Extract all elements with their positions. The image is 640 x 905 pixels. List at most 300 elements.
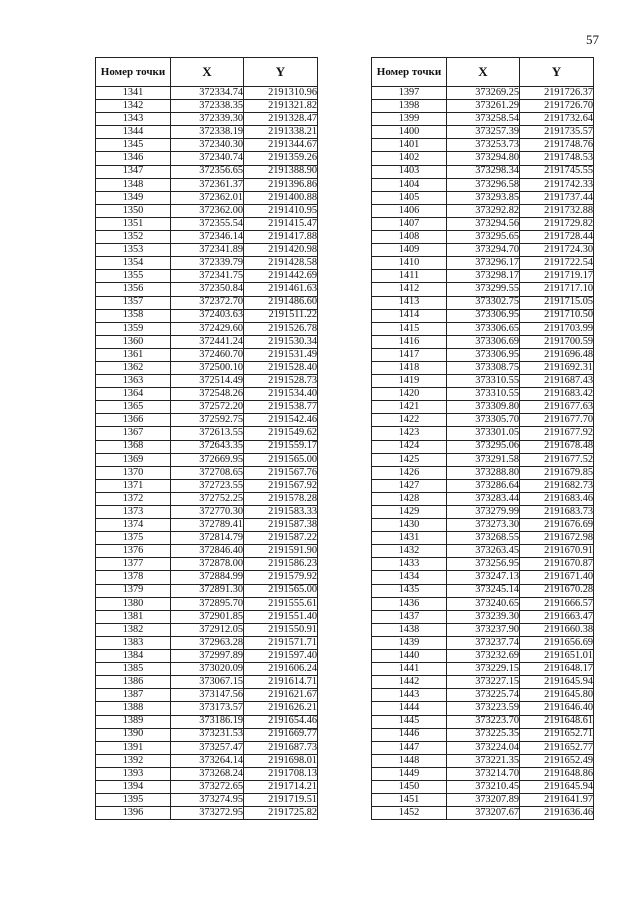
table-row <box>96 217 318 230</box>
x-coordinate-cell: 373274.95 <box>171 794 244 807</box>
y-coordinate-cell: 2191677.52 <box>520 453 594 466</box>
x-coordinate-cell: 372752.25 <box>171 492 244 505</box>
y-coordinate-cell: 2191677.63 <box>520 401 594 414</box>
y-coordinate-cell: 2191683.42 <box>520 388 594 401</box>
x-coordinate-cell: 373296.58 <box>447 178 520 191</box>
point-number-cell: 1347 <box>96 165 171 178</box>
y-coordinate-cell: 2191396.86 <box>244 178 318 191</box>
x-coordinate-cell: 372441.24 <box>171 335 244 348</box>
table-row <box>96 519 318 532</box>
point-number-header: Номер точки <box>96 58 171 87</box>
y-coordinate-cell: 2191626.21 <box>244 702 318 715</box>
point-number-cell: 1342 <box>96 100 171 113</box>
y-coordinate-cell: 2191559.17 <box>244 440 318 453</box>
x-coordinate-cell: 373245.14 <box>447 584 520 597</box>
y-coordinate-cell: 2191328.47 <box>244 113 318 126</box>
point-number-cell: 1355 <box>96 270 171 283</box>
y-coordinate-cell: 2191400.88 <box>244 191 318 204</box>
point-number-cell: 1419 <box>372 375 447 388</box>
table-row <box>96 401 318 414</box>
point-number-cell: 1356 <box>96 283 171 296</box>
x-coordinate-cell: 372789.41 <box>171 519 244 532</box>
point-number-cell: 1390 <box>96 728 171 741</box>
point-number-cell: 1403 <box>372 165 447 178</box>
table-row <box>96 636 318 649</box>
table-row <box>96 152 318 165</box>
table-row <box>96 741 318 754</box>
point-number-cell: 1391 <box>96 741 171 754</box>
y-coordinate-cell: 2191687.73 <box>244 741 318 754</box>
point-number-cell: 1367 <box>96 427 171 440</box>
table-row <box>96 309 318 322</box>
point-number-cell: 1428 <box>372 492 447 505</box>
y-coordinate-cell: 2191748.76 <box>520 139 594 152</box>
point-number-header: Номер точки <box>372 58 447 87</box>
table-row <box>96 558 318 571</box>
table-row <box>372 204 594 217</box>
point-number-cell: 1446 <box>372 728 447 741</box>
table-row <box>372 492 594 505</box>
y-coordinate-cell: 2191652.49 <box>520 754 594 767</box>
table-row <box>372 676 594 689</box>
table-row <box>96 453 318 466</box>
point-number-cell: 1385 <box>96 663 171 676</box>
point-number-cell: 1443 <box>372 689 447 702</box>
y-coordinate-cell: 2191614.71 <box>244 676 318 689</box>
y-coordinate-cell: 2191583.33 <box>244 506 318 519</box>
table-row <box>96 348 318 361</box>
table-row <box>96 100 318 113</box>
x-coordinate-cell: 373308.75 <box>447 361 520 374</box>
x-coordinate-cell: 373294.56 <box>447 217 520 230</box>
y-coordinate-cell: 2191651.01 <box>520 650 594 663</box>
y-coordinate-cell: 2191578.28 <box>244 492 318 505</box>
y-coordinate-cell: 2191321.82 <box>244 100 318 113</box>
table-row <box>372 479 594 492</box>
table-row <box>372 87 594 100</box>
y-coordinate-cell: 2191726.37 <box>520 87 594 100</box>
point-number-cell: 1433 <box>372 558 447 571</box>
table-row <box>372 113 594 126</box>
table-row <box>96 610 318 623</box>
point-number-cell: 1441 <box>372 663 447 676</box>
y-coordinate-cell: 2191725.82 <box>244 807 318 820</box>
x-coordinate-cell: 372669.95 <box>171 453 244 466</box>
point-number-cell: 1341 <box>96 87 171 100</box>
point-number-cell: 1429 <box>372 506 447 519</box>
y-coordinate-cell: 2191683.46 <box>520 492 594 505</box>
x-coordinate-cell: 373067.15 <box>171 676 244 689</box>
table-row <box>96 388 318 401</box>
table-row <box>96 728 318 741</box>
y-coordinate-cell: 2191656.69 <box>520 636 594 649</box>
table-row <box>96 191 318 204</box>
x-coordinate-cell: 372362.01 <box>171 191 244 204</box>
x-coordinate-cell: 372912.05 <box>171 623 244 636</box>
y-coordinate-cell: 2191579.92 <box>244 571 318 584</box>
point-number-cell: 1437 <box>372 610 447 623</box>
x-header: X <box>171 58 244 87</box>
point-number-cell: 1349 <box>96 191 171 204</box>
point-number-cell: 1381 <box>96 610 171 623</box>
table-row <box>372 231 594 244</box>
point-number-cell: 1425 <box>372 453 447 466</box>
y-coordinate-cell: 2191415.47 <box>244 217 318 230</box>
point-number-cell: 1408 <box>372 231 447 244</box>
table-row <box>96 794 318 807</box>
x-coordinate-cell: 373247.13 <box>447 571 520 584</box>
table-row <box>372 414 594 427</box>
y-coordinate-cell: 2191710.50 <box>520 309 594 322</box>
table-row <box>372 584 594 597</box>
x-coordinate-cell: 373286.64 <box>447 479 520 492</box>
x-coordinate-cell: 373295.65 <box>447 231 520 244</box>
y-coordinate-cell: 2191652.71 <box>520 728 594 741</box>
x-coordinate-cell: 373147.56 <box>171 689 244 702</box>
y-coordinate-cell: 2191646.40 <box>520 702 594 715</box>
x-coordinate-cell: 372901.85 <box>171 610 244 623</box>
point-number-cell: 1394 <box>96 780 171 793</box>
y-coordinate-cell: 2191700.59 <box>520 335 594 348</box>
point-number-cell: 1361 <box>96 348 171 361</box>
x-coordinate-cell: 373257.47 <box>171 741 244 754</box>
table-row <box>96 506 318 519</box>
table-row <box>372 309 594 322</box>
x-coordinate-cell: 372403.63 <box>171 309 244 322</box>
table-row <box>96 780 318 793</box>
x-coordinate-cell: 373306.95 <box>447 309 520 322</box>
table-row <box>372 100 594 113</box>
table-row <box>372 244 594 257</box>
point-number-cell: 1382 <box>96 623 171 636</box>
x-coordinate-cell: 373223.59 <box>447 702 520 715</box>
table-row <box>96 623 318 636</box>
x-coordinate-cell: 373294.80 <box>447 152 520 165</box>
point-number-cell: 1404 <box>372 178 447 191</box>
table-row <box>372 689 594 702</box>
x-coordinate-cell: 373272.65 <box>171 780 244 793</box>
y-coordinate-cell: 2191648.86 <box>520 767 594 780</box>
y-coordinate-cell: 2191666.57 <box>520 597 594 610</box>
x-coordinate-cell: 373279.99 <box>447 506 520 519</box>
table-row <box>96 296 318 309</box>
y-coordinate-cell: 2191648.61 <box>520 715 594 728</box>
table-row <box>372 152 594 165</box>
table-row <box>96 257 318 270</box>
table-row <box>372 453 594 466</box>
y-coordinate-cell: 2191722.54 <box>520 257 594 270</box>
table-row <box>372 283 594 296</box>
y-coordinate-cell: 2191606.24 <box>244 663 318 676</box>
x-coordinate-cell: 372356.65 <box>171 165 244 178</box>
table-row <box>96 244 318 257</box>
point-number-cell: 1375 <box>96 532 171 545</box>
x-coordinate-cell: 372572.20 <box>171 401 244 414</box>
x-coordinate-cell: 373263.45 <box>447 545 520 558</box>
table-row <box>372 636 594 649</box>
table-row <box>96 807 318 820</box>
point-number-cell: 1372 <box>96 492 171 505</box>
y-coordinate-cell: 2191692.31 <box>520 361 594 374</box>
point-number-cell: 1452 <box>372 807 447 820</box>
table-row <box>372 545 594 558</box>
table-row <box>96 571 318 584</box>
x-coordinate-cell: 372334.74 <box>171 87 244 100</box>
y-coordinate-cell: 2191728.44 <box>520 231 594 244</box>
table-row <box>96 676 318 689</box>
y-coordinate-cell: 2191587.38 <box>244 519 318 532</box>
y-coordinate-cell: 2191735.57 <box>520 126 594 139</box>
point-number-cell: 1420 <box>372 388 447 401</box>
x-coordinate-cell: 372362.00 <box>171 204 244 217</box>
table-row <box>96 427 318 440</box>
x-coordinate-cell: 373310.55 <box>447 375 520 388</box>
x-coordinate-cell: 372338.35 <box>171 100 244 113</box>
x-coordinate-cell: 372346.14 <box>171 231 244 244</box>
point-number-cell: 1418 <box>372 361 447 374</box>
table-row <box>96 479 318 492</box>
table-row <box>96 204 318 217</box>
table-row <box>372 794 594 807</box>
table-row <box>96 702 318 715</box>
y-coordinate-cell: 2191683.73 <box>520 506 594 519</box>
table-row <box>96 754 318 767</box>
point-number-cell: 1377 <box>96 558 171 571</box>
y-coordinate-cell: 2191742.33 <box>520 178 594 191</box>
table-row <box>372 780 594 793</box>
y-coordinate-cell: 2191696.48 <box>520 348 594 361</box>
x-coordinate-cell: 372339.79 <box>171 257 244 270</box>
table-row <box>372 270 594 283</box>
y-coordinate-cell: 2191486.60 <box>244 296 318 309</box>
y-coordinate-cell: 2191678.48 <box>520 440 594 453</box>
point-number-cell: 1353 <box>96 244 171 257</box>
point-number-cell: 1449 <box>372 767 447 780</box>
y-coordinate-cell: 2191714.21 <box>244 780 318 793</box>
x-coordinate-cell: 372997.89 <box>171 650 244 663</box>
point-number-cell: 1380 <box>96 597 171 610</box>
x-coordinate-cell: 373264.14 <box>171 754 244 767</box>
point-number-cell: 1368 <box>96 440 171 453</box>
point-number-cell: 1395 <box>96 794 171 807</box>
table-row <box>372 375 594 388</box>
x-coordinate-cell: 373301.05 <box>447 427 520 440</box>
table-row <box>96 231 318 244</box>
point-number-cell: 1421 <box>372 401 447 414</box>
table-row <box>372 296 594 309</box>
y-coordinate-cell: 2191719.17 <box>520 270 594 283</box>
y-coordinate-cell: 2191542.46 <box>244 414 318 427</box>
x-coordinate-cell: 373310.55 <box>447 388 520 401</box>
point-number-cell: 1434 <box>372 571 447 584</box>
table-row <box>372 610 594 623</box>
x-coordinate-cell: 373240.65 <box>447 597 520 610</box>
point-number-cell: 1426 <box>372 466 447 479</box>
table-row <box>96 87 318 100</box>
x-coordinate-cell: 373210.45 <box>447 780 520 793</box>
y-coordinate-cell: 2191528.40 <box>244 361 318 374</box>
table-row <box>96 414 318 427</box>
table-row <box>372 532 594 545</box>
y-coordinate-cell: 2191645.94 <box>520 780 594 793</box>
y-coordinate-cell: 2191732.64 <box>520 113 594 126</box>
table-row <box>372 178 594 191</box>
x-coordinate-cell: 373302.75 <box>447 296 520 309</box>
table-row <box>372 348 594 361</box>
y-coordinate-cell: 2191729.82 <box>520 217 594 230</box>
x-coordinate-cell: 372341.89 <box>171 244 244 257</box>
point-number-cell: 1383 <box>96 636 171 649</box>
point-number-cell: 1440 <box>372 650 447 663</box>
table-row <box>372 519 594 532</box>
table-row <box>372 571 594 584</box>
y-coordinate-cell: 2191732.88 <box>520 204 594 217</box>
x-coordinate-cell: 373225.35 <box>447 728 520 741</box>
point-number-cell: 1439 <box>372 636 447 649</box>
point-number-cell: 1430 <box>372 519 447 532</box>
coordinates-table-right <box>371 57 594 820</box>
table-row <box>372 558 594 571</box>
point-number-cell: 1445 <box>372 715 447 728</box>
y-coordinate-cell: 2191745.55 <box>520 165 594 178</box>
table-row <box>96 361 318 374</box>
y-coordinate-cell: 2191511.22 <box>244 309 318 322</box>
x-coordinate-cell: 373288.80 <box>447 466 520 479</box>
point-number-cell: 1345 <box>96 139 171 152</box>
x-coordinate-cell: 373227.15 <box>447 676 520 689</box>
table-row <box>96 597 318 610</box>
y-coordinate-cell: 2191726.70 <box>520 100 594 113</box>
table-row <box>96 492 318 505</box>
x-coordinate-cell: 372708.65 <box>171 466 244 479</box>
x-coordinate-cell: 373256.95 <box>447 558 520 571</box>
y-coordinate-cell: 2191669.77 <box>244 728 318 741</box>
table-row <box>96 335 318 348</box>
y-coordinate-cell: 2191724.30 <box>520 244 594 257</box>
y-coordinate-cell: 2191571.71 <box>244 636 318 649</box>
point-number-cell: 1400 <box>372 126 447 139</box>
table-row <box>96 715 318 728</box>
table-row <box>372 623 594 636</box>
point-number-cell: 1358 <box>96 309 171 322</box>
x-coordinate-cell: 372613.55 <box>171 427 244 440</box>
x-coordinate-cell: 372341.75 <box>171 270 244 283</box>
table-row <box>96 165 318 178</box>
point-number-cell: 1344 <box>96 126 171 139</box>
table-row <box>372 741 594 754</box>
y-coordinate-cell: 2191597.40 <box>244 650 318 663</box>
y-coordinate-cell: 2191677.92 <box>520 427 594 440</box>
table-row <box>96 322 318 335</box>
table-row <box>372 126 594 139</box>
x-coordinate-cell: 373223.70 <box>447 715 520 728</box>
y-coordinate-cell: 2191591.90 <box>244 545 318 558</box>
x-coordinate-cell: 372723.55 <box>171 479 244 492</box>
x-coordinate-cell: 373186.19 <box>171 715 244 728</box>
y-coordinate-cell: 2191310.96 <box>244 87 318 100</box>
page-number: 57 <box>586 32 599 47</box>
x-coordinate-cell: 373305.70 <box>447 414 520 427</box>
y-coordinate-cell: 2191359.26 <box>244 152 318 165</box>
x-coordinate-cell: 372500.10 <box>171 361 244 374</box>
y-coordinate-cell: 2191549.62 <box>244 427 318 440</box>
y-coordinate-cell: 2191645.80 <box>520 689 594 702</box>
table-row <box>372 165 594 178</box>
table-row <box>96 283 318 296</box>
x-coordinate-cell: 373214.70 <box>447 767 520 780</box>
x-coordinate-cell: 372372.70 <box>171 296 244 309</box>
table-row <box>96 689 318 702</box>
point-number-cell: 1422 <box>372 414 447 427</box>
table-row <box>96 545 318 558</box>
point-number-cell: 1402 <box>372 152 447 165</box>
point-number-cell: 1405 <box>372 191 447 204</box>
y-coordinate-cell: 2191565.00 <box>244 584 318 597</box>
y-coordinate-cell: 2191682.73 <box>520 479 594 492</box>
y-coordinate-cell: 2191338.21 <box>244 126 318 139</box>
point-number-cell: 1397 <box>372 87 447 100</box>
x-coordinate-cell: 373272.95 <box>171 807 244 820</box>
x-coordinate-cell: 372355.54 <box>171 217 244 230</box>
x-coordinate-cell: 372340.30 <box>171 139 244 152</box>
y-coordinate-cell: 2191621.67 <box>244 689 318 702</box>
coordinates-table-left <box>95 57 318 820</box>
x-coordinate-cell: 372460.70 <box>171 348 244 361</box>
y-coordinate-cell: 2191555.61 <box>244 597 318 610</box>
y-coordinate-cell: 2191679.85 <box>520 466 594 479</box>
point-number-cell: 1438 <box>372 623 447 636</box>
table-row <box>96 663 318 676</box>
point-number-cell: 1352 <box>96 231 171 244</box>
table-row <box>96 466 318 479</box>
x-coordinate-cell: 373258.54 <box>447 113 520 126</box>
x-coordinate-cell: 373221.35 <box>447 754 520 767</box>
y-coordinate-cell: 2191428.58 <box>244 257 318 270</box>
x-coordinate-cell: 373292.82 <box>447 204 520 217</box>
point-number-cell: 1401 <box>372 139 447 152</box>
y-coordinate-cell: 2191652.77 <box>520 741 594 754</box>
x-coordinate-cell: 373239.30 <box>447 610 520 623</box>
point-number-cell: 1407 <box>372 217 447 230</box>
y-coordinate-cell: 2191737.44 <box>520 191 594 204</box>
x-coordinate-cell: 373293.85 <box>447 191 520 204</box>
y-coordinate-cell: 2191687.43 <box>520 375 594 388</box>
y-coordinate-cell: 2191417.88 <box>244 231 318 244</box>
x-coordinate-cell: 372891.30 <box>171 584 244 597</box>
x-coordinate-cell: 373261.29 <box>447 100 520 113</box>
table-row <box>96 584 318 597</box>
y-coordinate-cell: 2191648.17 <box>520 663 594 676</box>
table-row <box>372 440 594 453</box>
table-row <box>372 335 594 348</box>
table-row <box>372 663 594 676</box>
y-coordinate-cell: 2191551.40 <box>244 610 318 623</box>
y-coordinate-cell: 2191420.98 <box>244 244 318 257</box>
x-coordinate-cell: 372429.60 <box>171 322 244 335</box>
point-number-cell: 1393 <box>96 767 171 780</box>
y-coordinate-cell: 2191442.69 <box>244 270 318 283</box>
point-number-cell: 1388 <box>96 702 171 715</box>
x-coordinate-cell: 373306.69 <box>447 335 520 348</box>
x-coordinate-cell: 372814.79 <box>171 532 244 545</box>
x-coordinate-cell: 372963.28 <box>171 636 244 649</box>
table-row <box>372 322 594 335</box>
point-number-cell: 1357 <box>96 296 171 309</box>
x-coordinate-cell: 372592.75 <box>171 414 244 427</box>
table-row <box>96 440 318 453</box>
y-coordinate-cell: 2191410.95 <box>244 204 318 217</box>
point-number-cell: 1435 <box>372 584 447 597</box>
